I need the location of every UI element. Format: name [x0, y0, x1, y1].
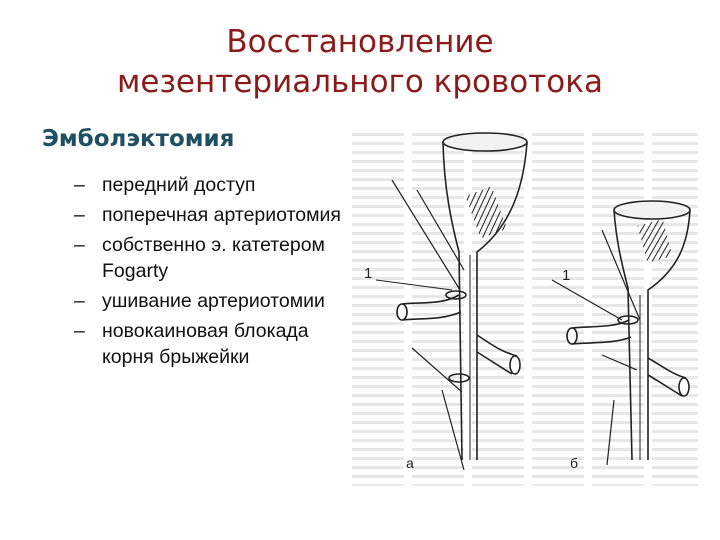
figure-label-1-left: 1	[364, 265, 373, 282]
subtitle: Эмболэктомия	[42, 126, 235, 152]
bullet-list	[74, 172, 344, 374]
figure-label-1-right: 1	[562, 267, 571, 284]
bullet-item: – ушивание артериотомии	[74, 290, 325, 312]
bullet-item: – новокаиновая блокада корня брыжейки	[74, 320, 309, 368]
title-line-1: Восстановление	[226, 24, 494, 60]
figure-label-a: а	[406, 455, 414, 471]
figure-label-b: б	[570, 455, 579, 471]
embolectomy-illustration	[352, 130, 698, 486]
title-line-2: мезентериального кровотока	[116, 64, 603, 100]
bullet-item: – поперечная артериотомия	[74, 204, 341, 226]
slide-title	[0, 22, 720, 102]
bullet-item: – передний доступ	[74, 174, 256, 196]
bullet-item: – собственно э. катетером Fogarty	[74, 234, 325, 282]
